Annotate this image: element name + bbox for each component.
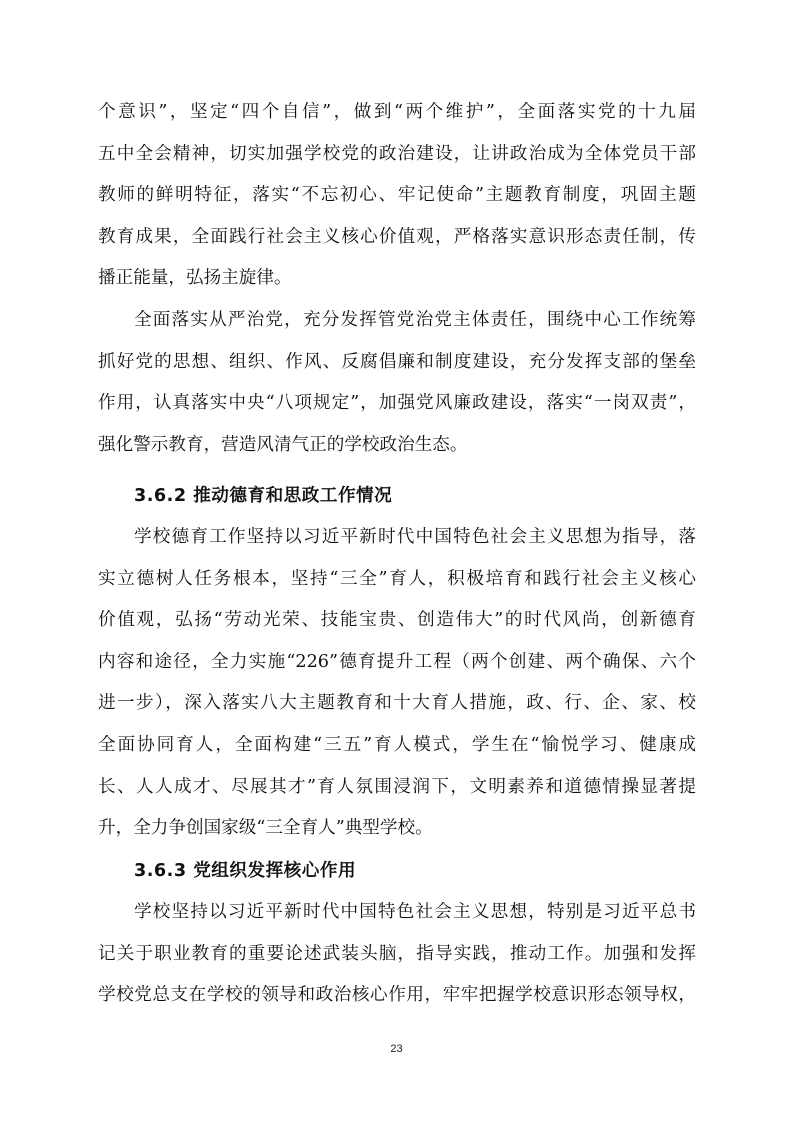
text-line: 实立德树人任务根本，坚持“三全”育人，积极培育和践行社会主义核心 [98, 568, 696, 589]
text-line: 价值观，弘扬“劳动光荣、技能宝贵、创造伟大”的时代风尚，创新德育 [98, 610, 696, 631]
text-line: 抓好党的思想、组织、作风、反腐倡廉和制度建设，充分发挥支部的堡垒 [98, 351, 696, 372]
text-line: 强化警示教育，营造风清气正的学校政治生态。 [98, 434, 468, 455]
text-line: 全面协同育人，全面构建“三五”育人模式，学生在“愉悦学习、健康成 [98, 734, 696, 755]
text-line: 作用，认真落实中央“八项规定”，加强党风廉政建设，落实“一岗双责”， [98, 393, 696, 414]
paragraph-moral-education [98, 517, 696, 850]
text-line: 个意识”，坚定“四个自信”，做到“两个维护”，全面落实党的十九届 [98, 102, 696, 122]
text-line: 长、人人成才、尽展其才”育人氛围浸润下，文明素养和道德情操显著提 [98, 776, 696, 797]
text-line: 全面落实从严治党，充分发挥管党治党主体责任，围绕中心工作统筹 [134, 310, 696, 330]
text-line: 学校党总支在学校的领导和政治核心作用，牢牢把握学校意识形态领导权， [98, 985, 696, 1006]
text-line: 升，全力争创国家级“三全育人”典型学校。 [98, 818, 433, 839]
text-line: 教师的鲜明特征，落实“不忘初心、牢记使命”主题教育制度，巩固主题 [98, 185, 696, 206]
text-line: 学校坚持以习近平新时代中国特色社会主义思想，特别是习近平总书 [134, 902, 696, 922]
section-heading-3-6-2: 3.6.2 推动德育和思政工作情况 [134, 486, 393, 506]
page-number: 23 [390, 1043, 403, 1055]
text-line: 教育成果，全面践行社会主义核心价值观，严格落实意识形态责任制，传 [98, 226, 696, 247]
paragraph-strict-governance [98, 300, 696, 466]
text-line: 进一步），深入落实八大主题教育和十大育人措施，政、行、企、家、校 [98, 693, 696, 714]
text-line: 播正能量，弘扬主旋律。 [98, 268, 292, 289]
text-line: 内容和途径，全力实施“226”德育提升工程（两个创建、两个确保、六个 [98, 651, 696, 672]
text-line: 记关于职业教育的重要论述武装头脑，指导实践，推动工作。加强和发挥 [98, 943, 696, 964]
text-line: 五中全会精神，切实加强学校党的政治建设，让讲政治成为全体党员干部 [98, 143, 696, 164]
paragraph-party-awareness [98, 92, 696, 300]
section-heading-3-6-3: 3.6.3 党组织发挥核心作用 [134, 861, 357, 881]
paragraph-party-core-role [98, 892, 696, 1017]
text-line: 学校德育工作坚持以习近平新时代中国特色社会主义思想为指导，落 [134, 527, 696, 547]
